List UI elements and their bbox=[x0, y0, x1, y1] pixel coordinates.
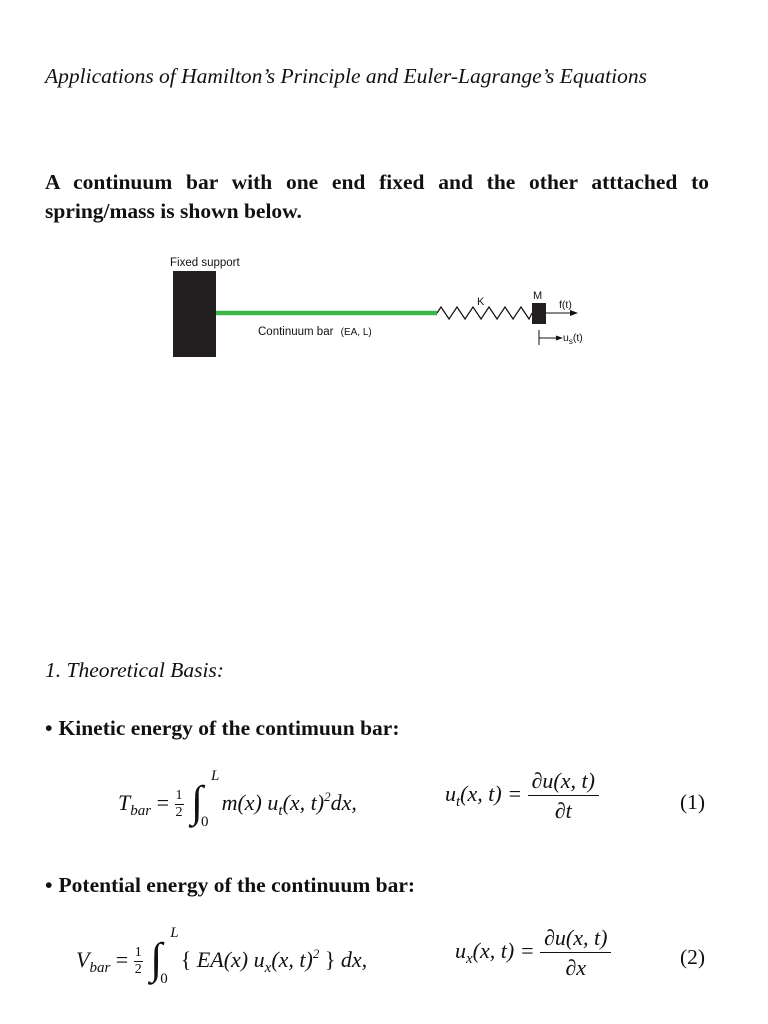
intro-paragraph: A continuum bar with one end fixed and the other atttached to spring/mass is shown below. bbox=[45, 170, 709, 223]
bar-label-text: Continuum bar bbox=[258, 326, 334, 338]
equation-2-number: (2) bbox=[680, 945, 706, 969]
bar-params-text: (EA, L) bbox=[340, 327, 372, 338]
equation-1-number: (1) bbox=[680, 790, 706, 814]
spring bbox=[437, 307, 532, 319]
displacement-arrow-head bbox=[556, 336, 563, 341]
fixed-support bbox=[173, 271, 216, 357]
equation-2: $V_{bar}$ = $\frac{1}{2}$ ∫ L 0 { EA(x) $u_x(x$, t)$^2$ } dx, bbox=[76, 925, 368, 987]
page-header: Applications of Hamilton’s Principle and Euler-Lagrange’s Equations bbox=[45, 64, 647, 88]
bar-spring-mass-diagram bbox=[165, 250, 605, 360]
equation-2-definition: $u_x(x$, t) = $\frac{\partial u(x, t)}{\partial x}$ bbox=[455, 927, 611, 979]
bullet-kinetic bbox=[45, 716, 400, 741]
section-title: 1. Theoretical Basis: bbox=[45, 658, 224, 682]
displacement-label: $u_s(t)$ bbox=[563, 332, 583, 346]
integral: ∫ L 0 bbox=[191, 768, 220, 830]
mass-block bbox=[532, 303, 546, 324]
partial-derivative-fraction: $\frac{\partial u(x, t)}{\partial t}$ bbox=[528, 770, 599, 822]
equation-1: $T_{bar}$ = $\frac{1}{2}$ ∫ L 0 m(x) $u_t(x$, t)$^2$dx, bbox=[118, 768, 357, 830]
half-fraction: $\frac{1}{2}$ bbox=[134, 945, 142, 978]
partial-derivative-fraction: $\frac{\partial u(x, t)}{\partial x}$ bbox=[540, 927, 611, 979]
half-fraction: $\frac{1}{2}$ bbox=[175, 788, 183, 821]
equation-1-definition: $u_t(x$, t) = $\frac{\partial u(x, t)}{\partial t}$ bbox=[445, 770, 599, 822]
bullet-potential bbox=[45, 873, 415, 898]
integral: ∫ L 0 bbox=[150, 925, 179, 987]
mass-label: M bbox=[533, 290, 543, 302]
continuum-bar-label bbox=[258, 326, 372, 338]
bullet-dot: • bbox=[45, 873, 53, 897]
fixed-support-label: Fixed support bbox=[170, 257, 240, 269]
bullet-kinetic-text: Kinetic energy of the contimuun bar: bbox=[58, 716, 400, 740]
bullet-potential-text: Potential energy of the continuum bar: bbox=[58, 873, 416, 897]
spring-label: K bbox=[477, 296, 485, 308]
force-label: f(t) bbox=[559, 299, 572, 311]
bullet-dot: • bbox=[45, 716, 53, 740]
